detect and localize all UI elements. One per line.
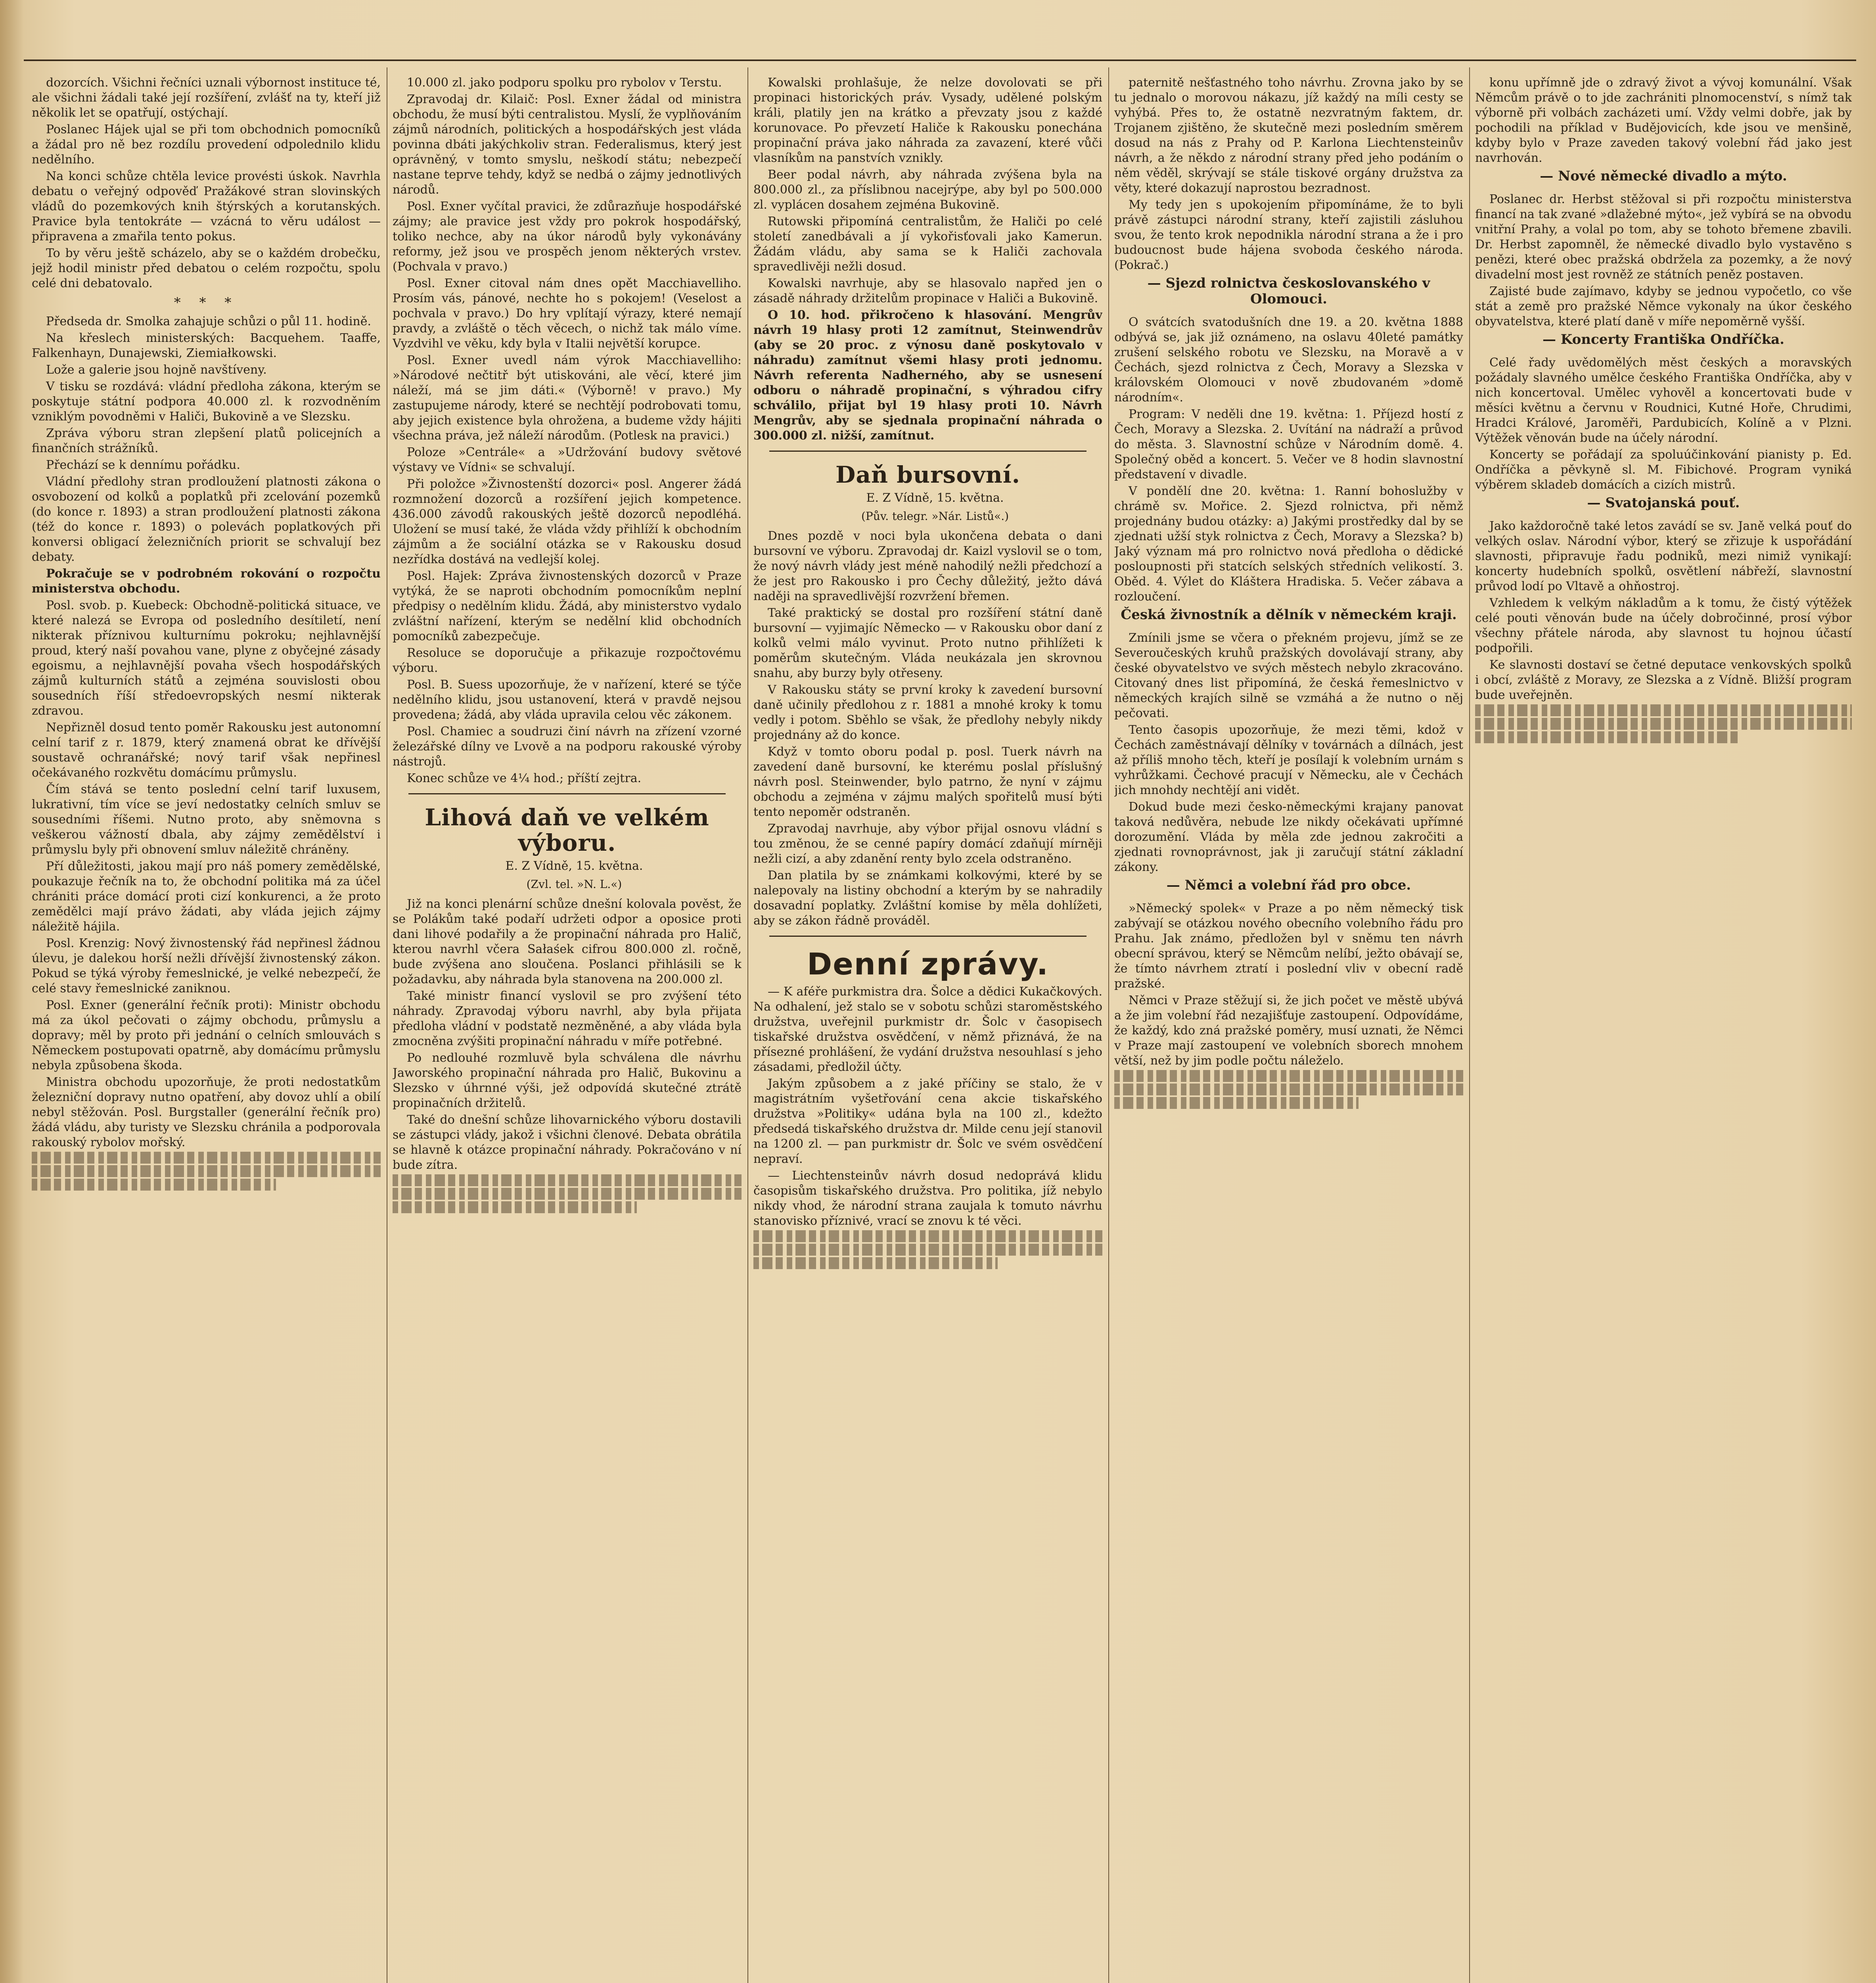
- section-stars: * * *: [174, 295, 239, 311]
- illegible-text-line: [753, 1230, 1102, 1242]
- paragraph: dozorcích. Všichni řečníci uznali výbornost instituce té, ale všichni žádali také její rozšíření, zvlášť na ty, kteří již několik let se opatřují, ostýchají.: [32, 76, 381, 120]
- paragraph: Na konci schůze chtěla levice provésti úskok. Navrhla debatu o veřejný odpověď Pražákové stran slovinských vládů do pozemkových knih štýrských a korutanských. Pravice byla tentokráte — vzácná to věru událost — připravena a zmařila tento pokus.: [32, 169, 381, 244]
- column-3: [753, 75, 1102, 1983]
- paragraph: Rutowski připomíná centralistům, že Haliči po celé století zanedbávali a jí vykořisťovali jako Kamerun. Žádám vládu, aby sama se k Haliči zachovala spravedlivěji nežli dosud.: [753, 215, 1102, 274]
- paragraph: O 10. hod. přikročeno k hlasování. Mengrův návrh 19 hlasy proti 12 zamítnut, Steinwendrův (aby se 20 proc. z výnosu daně poskytovalo v náhradu) zamítnut všemi hlasy proti jednomu. Návrh referenta Nadherného, aby se usnesení odboru o náhradě propinační, s výhradou cifry schválilo, přijat byl 19 hlasy proti 10. Návrh Mengrův, aby se sjednala propinační náhrada o 300.000 zl. nižší, zamítnut.: [753, 308, 1102, 443]
- section-rule: [769, 936, 1087, 937]
- section-rule: [408, 793, 726, 794]
- paragraph: »Německý spolek« v Praze a po něm německý tisk zabývají se otázkou nového obecního volebního řádu pro Prahu. Jak známo, předložen byl v sněmu ten návrh obecní správou, který se Němcům nelíbí, ježto obávají se, že tímto návrhem ztratí i poslední vliv v obecní radě pražské.: [1114, 901, 1463, 991]
- article-dateline: E. Z Vídně, 15. května.: [505, 859, 643, 873]
- illegible-text-line: [1475, 731, 1739, 743]
- paragraph: Program: V neděli dne 19. května: 1. Příjezd hostí z Čech, Moravy a Slezska. 2. Uvítání na nádraží a průvod do města. 3. Slavnostní schůze v Národním domě. 4. Společný oběd a koncert. 5. Večer ve 8 hodin slavnostní představení v divadle.: [1114, 407, 1463, 481]
- paragraph: Poslanec dr. Herbst stěžoval si při rozpočtu ministerstva financí na tak zvané »dlažebné mýto«, jež vybírá se na obvodu vnitřní Prahy, a volal po tom, aby se tohoto břemene zbavili. Dr. Herbst zapomněl, že německé divadlo bylo vystavěno s penězi, které obec pražská obdržela za pozemky, a že nový divadelní most jest rovněž ze státních peněz postaven.: [1475, 192, 1852, 282]
- illegible-text-line: [393, 1201, 637, 1213]
- illegible-text-line: [1114, 1084, 1463, 1095]
- paragraph: Zajisté bude zajímavo, kdyby se jednou vypočetlo, co vše stát a země pro pražské Němce vykonaly na úkor českého obyvatelstva, které platí daně v míře nepoměrně vyšší.: [1475, 284, 1852, 328]
- article-headline: — Koncerty Františka Ondříčka.: [1542, 332, 1785, 347]
- article-headline: — Němci a volební řád pro obce.: [1166, 877, 1411, 893]
- paragraph: Zpravodaj dr. Kilaič: Posl. Exner žádal od ministra obchodu, že musí býti centralistou. Myslí, že vyplňováním zájmů národních, politických a hospodářských jest vláda povinna dbáti jakýchkoliv stran. Federalismus, který jest oprávněný, v tomto smyslu, neškodí státu; nebezpečí nastane teprve tehdy, když se nedbá o zájmy jednotlivých národů.: [393, 92, 742, 197]
- paragraph: Na křeslech ministerských: Bacquehem. Taaffe, Falkenhayn, Dunajewski, Ziemiałkowski.: [32, 331, 381, 360]
- paragraph: Posl. Exner citoval nám dnes opět Macchiavelliho. Prosím vás, pánové, nechte ho s pokojem! (Veselost a pochvala v pravo.) Do hry vplítají výrazy, které nemají pravdy, a zvláště o těch věcech, o nichž tak málo víme. Vyzdvihl ve věku, kdy byla v Italii největší korupce.: [393, 276, 742, 351]
- paragraph: Posl. Exner (generální řečník proti): Ministr obchodu má za úkol pečovati o zájmy obchodu, průmyslu a dopravy; měl by proto při jednání o celních smlouvách s Německem postupovati opatrně, aby domácímu průmyslu nebyla způsobena škoda.: [32, 998, 381, 1072]
- illegible-text-line: [393, 1188, 742, 1200]
- paragraph: Zpravodaj navrhuje, aby výbor přijal osnovu vládní s tou změnou, že se cenné papíry domácí zdaňují mírněji nežli cizí, a aby zdanění renty bylo zcela odstraněno.: [753, 822, 1102, 866]
- paragraph: 10.000 zl. jako podporu spolku pro rybolov v Terstu.: [407, 76, 722, 90]
- top-rule: [24, 59, 1856, 61]
- illegible-text-line: [753, 1257, 998, 1269]
- article-headline: Daň bursovní.: [835, 461, 1020, 488]
- page-fold-shadow: [0, 0, 24, 1983]
- paragraph: V pondělí dne 20. května: 1. Ranní bohoslužby v chrámě sv. Mořice. 2. Sjezd rolnictva, při němž projednány budou otázky: a) Jakými prostředky dal by se zjednati užší styk rolnictva z Čech, Moravy a Slezska? b) Jaký význam má pro rolnictvo nová předloha o dědické posloupnosti při statcích selských středních velikostí. 3. Oběd. 4. Výlet do Kláštera Hradiska. 5. Večer zábava a rozloučení.: [1114, 484, 1463, 604]
- paragraph: Jako každoročně také letos zavádí se sv. Janě velká pouť do velkých oslav. Národní výbor, který se zřizuje k uspořádání slavnosti, připravuje řadu podniků, mezi nimiž vynikají: koncerty hudebních spolků, osvětlení nábřeží, slavnostní průvod lodí po Vltavě a ohňostroj.: [1475, 519, 1852, 593]
- paragraph: Ministra obchodu upozorňuje, že proti nedostatkům železniční dopravy nutno opatření, aby dovoz uhlí a obilí nebyl stěžován. Posl. Burgstaller (generální řečník pro) žádá vládu, aby turisty ve Slezsku chránila a podporovala rakouský rybolov mořský.: [32, 1075, 381, 1149]
- section-rule: [769, 451, 1087, 452]
- column-1: [32, 75, 381, 1983]
- paragraph: Také ministr financí vyslovil se pro zvýšení této náhrady. Zpravodaj výboru navrhl, aby byla přijata předloha vládní v podstatě nezměněné, a aby vláda byla zmocněna zvýšiti propinační náhradu v míře potřebné.: [393, 989, 742, 1048]
- paragraph: Konec schůze ve 4¼ hod.; příští zejtra.: [407, 771, 642, 785]
- column-rule: [1469, 67, 1470, 1983]
- column-2: [393, 75, 742, 1983]
- paragraph: Dokud bude mezi česko-německými krajany panovat taková nedůvěra, nebude lze nikdy očekávati upřímné dorozumění. Vláda by měla zde jednou zakročiti a zjednati rovnoprávnost, jak ji zaručují státní základní zákony.: [1114, 800, 1463, 874]
- paragraph: O svátcích svatodušních dne 19. a 20. května 1888 odbývá se, jak již oznámeno, na oslavu 40leté památky zrušení selského robotu ve Slezsku, na Moravě a v Čechách, sjezd rolnictva z Čech, Moravy a Slezska v královském Olomouci v nově zbudovaném »domě národním«.: [1114, 315, 1463, 405]
- paragraph: Posl. svob. p. Kuebeck: Obchodně-politická situace, ve které nalezá se Evropa od posledního desítiletí, není nikterak příznivou kulturnímu pokroku; nejhlavnější proud, který naší povahou vane, plyne z obyčejné zásady egoismu, a nejhlavnější povaha všech hospodářských zájmů kulturních států a zejména souvislosti obou sousedních říší středoevropských nesmí nikterak zdravou.: [32, 598, 381, 718]
- article-dateline: E. Z Vídně, 15. května.: [866, 491, 1004, 505]
- paragraph: V Rakousku státy se první kroky k zavedení bursovní daně učinily předlohou z r. 1881 a mnohé kroky k tomu vedly i potom. Sběhlo se však, že předlohy nebyly nikdy projednány až do konce.: [753, 683, 1102, 742]
- paragraph: Předseda dr. Smolka zahajuje schůzi o půl 11. hodině.: [46, 315, 372, 328]
- paragraph: — K aféře purkmistra dra. Šolce a dědici Kukačkových. Na odhalení, jež stalo se v sobotu schůzi staroměstského družstva, uveřejnil purkmistr dr. Šolc v časopisech tiskařské družstva osvědčení, v němž přiznává, že na přísezné prohlášení, že vydání družstva nesouhlasí s jeho zásadami, předložil účty.: [753, 985, 1102, 1074]
- section-headline: Denní zprávy.: [807, 946, 1049, 982]
- paragraph: Posl. Krenzig: Nový živnostenský řád nepřinesl žádnou úlevu, je dalekou horší nežli dřívější živnostenský zákon. Pokud se týká výroby řemeslnické, je velké nebezpečí, že celé stavy řemeslnické zaniknou.: [32, 936, 381, 995]
- illegible-text-line: [393, 1174, 742, 1186]
- paragraph: Kowalski prohlašuje, že nelze dovolovati se při propinaci historických práv. Vysady, udělené polským králi, platily jen na krátko a převzaty jsou z každé korunovace. Po převzetí Haliče k Rakousku ponechána propinační práva jako náhrada za zavazení, které vůči vlasníkům na panstvích vznikly.: [753, 76, 1102, 165]
- paragraph: Posl. B. Suess upozorňuje, že v nařízení, které se týče nedělního klidu, jsou ustanovení, která v pravdě nejsou provedena; žádá, aby vláda upravila celou věc zákonem.: [393, 678, 742, 722]
- paragraph: Poloze »Centrále« a »Udržování budovy světové výstavy ve Vídni« se schvalují.: [393, 445, 742, 474]
- paragraph: Při položce »Živnostenští dozorci« posl. Angerer žádá rozmnožení dozorců a rozšíření jejich kompetence. 436.000 závodů rakouských ještě dozorců nepodléhá. Uložení se musí také, že vláda vždy přihlíží k obchodním zájmům a že sociální otázka se v Rakousku dosud nezřídka dostává na vedlejší kolej.: [393, 477, 742, 566]
- paragraph: Vládní předlohy stran prodloužení platnosti zákona o osvobození od kolků a poplatků při zcelování pozemků (do konce r. 1893) a stran prodloužení platnosti zákona (též do konce r. 1893) o polevách poplatkových při konversi obligací železničních priorit se schvalují bez debaty.: [32, 475, 381, 564]
- illegible-text-line: [753, 1244, 1102, 1256]
- paragraph: Již na konci plenární schůze dnešní kolovala pověst, že se Polákům také podaří udržeti odpor a oposice proti dani lihové podařily a že propinační náhrada pro Halič, kterou navrhl včera Sałaśek cifrou 800.000 zl. ročně, bude zvýšena ano sloučena. Poslanci přihlásili se k požadavku, aby náhrada byla stanovena na 200.000 zl.: [393, 897, 742, 986]
- paragraph: Poslanec Hájek ujal se při tom obchodnich pomocníků a žádal pro ně bez rozdílu provedení odpolednilo klidu nedělního.: [32, 123, 381, 167]
- paragraph: — Liechtensteinův návrh dosud nedoprává klidu časopisům tiskařského družstva. Pro politika, jíž nebylo nikdy vhod, že národní strana zaujala k tomuto návrhu stanovisko příznivé, vrací se znovu k té věci.: [753, 1169, 1102, 1228]
- paragraph: Posl. Exner uvedl nám výrok Macchiavelliho: »Národové nečtitř být utiskováni, ale věcí, které jim náleží, má se jim dáti.« (Výborně! v pravo.) My zastupujeme národy, které se nechtějí podrobovati tomu, aby jejich existence byla ohrožena, a budeme vždy hájiti všechna práva, jež náleží národům. (Potlesk na pravici.): [393, 353, 742, 443]
- paragraph: Také praktický se dostal pro rozšíření státní daně bursovní — vyjimajíc Německo — v Rakousku obor daní z kolků velmi málo vyvinut. Proto nutno přihlížeti k poměrům skutečným. Vláda neukázala jen skrovnou snahu, aby burzy byly otřeseny.: [753, 606, 1102, 680]
- paragraph: Dnes pozdě v noci byla ukončena debata o dani bursovní ve výboru. Zpravodaj dr. Kaizl vyslovil se o tom, že nový návrh vlády jest méně nahodilý nežli předchozí a že jest pro Rakousko i pro Čechy důležitý, ježto dává naději na spravedlivější rozvržení břemen.: [753, 529, 1102, 603]
- paragraph: Pokračuje se v podrobném rokování o rozpočtu ministerstva obchodu.: [32, 567, 381, 596]
- article-headline: Lihová daň ve velkém výboru.: [425, 804, 709, 856]
- paragraph: konu upřímně jde o zdravý život a vývoj komunální. Však Němcům právě o to jde zachrániti plnomocenství, s nímž tak výborně při volbách zacházeti umí. Vždy velmi dobře, jak by pochodili na příklad v Budějovicích, kde jsou ve menšině, kdyby bylo v Praze zaveden takový volební řád jako jest navrhován.: [1475, 76, 1852, 165]
- paragraph: Dan platila by se známkami kolkovými, které by se nalepovaly na listiny obchodní a kterým by se nahradily dosavadní poplatky. Zvláštní komise by měla dohlížeti, aby se zákon řádně prováděl.: [753, 869, 1102, 928]
- article-headline: — Nové německé divadlo a mýto.: [1540, 168, 1787, 184]
- paragraph: Čím stává se tento poslední celní tarif luxusem, lukrativní, tím více se jeví nedostatky celních smluv se sousedními říšemi. Nutno proto, aby sněmovna s veškerou vážností dbala, aby zájmy zemědělství i průmyslu byly při obnovení smluv náležitě chráněny.: [32, 782, 381, 857]
- paragraph: Přechází se k dennímu pořádku.: [46, 458, 240, 472]
- paragraph: Ke slavnosti dostaví se četné deputace venkovských spolků i obcí, zvláště z Moravy, ze Slezska a z Vídně. Bližší program bude uveřejněn.: [1475, 658, 1852, 702]
- paragraph: Posl. Exner vyčítal pravici, že zdůrazňuje hospodářské zájmy; ale pravice jest vždy pro pokrok hospodářský, toliko nechce, aby na úkor národů byly vykonávány reformy, jež jsou ve prospěch jenom některých vrstev. (Pochvala v pravo.): [393, 199, 742, 274]
- paragraph: Posl. Chamiec a soudruzi činí návrh na zřízení vzorné železářské dílny ve Lvově a na podporu rakouské výroby nástrojů.: [393, 725, 742, 769]
- paragraph: My tedy jen s upokojením připomínáme, že to byli právě zástupci národní strany, kteří zajistili zásluhou svou, že tento krok nepodnikla národní strana a že i pro budoucnost bude hájena svoboda českého národa. (Pokrač.): [1114, 198, 1463, 272]
- paragraph: Němci v Praze stěžují si, že jich počet ve městě ubývá a že jim volební řád nezajišťuje zastoupení. Odpovídáme, že každý, kdo zná pražské poměry, musí uznati, že Němci v Praze mají zastoupení ve volebních sborech mnohem větší, než by jim podle počtu náleželo.: [1114, 993, 1463, 1068]
- illegible-text-line: [1114, 1070, 1463, 1082]
- article-source: (Zvl. tel. »N. L.«): [526, 878, 622, 891]
- illegible-text-line: [1114, 1097, 1359, 1109]
- paragraph: Lože a galerie jsou hojně navštíveny.: [46, 363, 267, 377]
- article-source: (Pův. telegr. »Nár. Listů«.): [861, 510, 1009, 523]
- paragraph: Koncerty se pořádají za spoluúčinkování pianisty p. Ed. Ondříčka a pěvkyně sl. M. Fibichové. Program vyniká výběrem skladeb domácích a cizích mistrů.: [1475, 448, 1852, 492]
- paragraph: V tisku se rozdává: vládní předloha zákona, kterým se poskytuje státní podpora 40.000 zl. k rozvodněním vzniklým povodněmi v Haliči, Bukovině a ve Slezsku.: [32, 380, 381, 424]
- paragraph: Beer podal návrh, aby náhrada zvýšena byla na 800.000 zl., za příslibnou nacejrýpe, aby byl po 500.000 zl. vyplácen dosahem zejména Bukovině.: [753, 168, 1102, 212]
- illegible-text-line: [32, 1179, 276, 1191]
- paragraph: Zpráva výboru stran zlepšení platů policejních a finančních strážníků.: [32, 426, 381, 455]
- column-5: [1475, 75, 1852, 1983]
- paragraph: To by věru ještě scházelo, aby se o každém drobečku, jejž hodil ministr před debatou o celém rozpočtu, spolu celé dni debatovalo.: [32, 246, 381, 290]
- column-rule: [1108, 67, 1109, 1983]
- paragraph: Celé řady uvědomělých měst českých a moravských požádaly slavného umělce českého Františka Ondříčka, aby v nich koncertoval. Umělec vyhověl a koncertovati bude v měsíci květnu a červnu v Roudnici, Kutné Hoře, Chrudimi, Hradci Králové, Jaroměři, Pardubicích, Kolíně a v Plzni. Výtěžek věnován bude na účely národní.: [1475, 356, 1852, 445]
- paragraph: Posl. Hajek: Zpráva živnostenských dozorců v Praze vytýká, že se naproti obchodním pomocníkům neplní předpisy o nedělním klidu. Žádá, aby ministerstvo vydalo zvláštní nařízení, kterým se nedělní klid obchodních pomocníků zabezpečuje.: [393, 569, 742, 643]
- paragraph: Jakým způsobem a z jaké příčiny se stalo, že v magistrátním vyšetřování cena akcie tiskařského družstva »Politiky« udána byla na 100 zl., kdežto předsedá tiskařského družstva dr. Milde cenu její stanovil na 1200 zl. — pan purkmistr dr. Šolc ve svém osvědčení nepraví.: [753, 1077, 1102, 1166]
- column-4: [1114, 75, 1463, 1983]
- column-rule: [747, 67, 748, 1983]
- paragraph: Když v tomto oboru podal p. posl. Tuerk návrh na zavedení daně bursovní, ke kterému poslal příslušný návrh posl. Steinwender, bylo patrno, že nyní v zájmu obchodu a zejména v zájmu malých spořitelů musí býti tento nepoměr odstraněn.: [753, 745, 1102, 819]
- paragraph: paternitě nešťastného toho návrhu. Zrovna jako by se tu jednalo o morovou nákazu, jíž každý na míli cesty se vyhýbá. Přes to, že ostatně nezvratným faktem, dr. Trojanem zjištěno, že skutečně mezi posledním směrem dosud na nás z Prahy od P. Karlona Liechtensteinův návrh, a že někdo z národní strany před jeho podáním o něm věděl, skrývají se stále tiskové orgány družstva za věty, které dokazují naprostou bezradnost.: [1114, 76, 1463, 195]
- article-headline: — Svatojanská pouť.: [1587, 495, 1740, 511]
- article-headline: Česká živnostník a dělník v německém kraji.: [1121, 607, 1457, 623]
- paragraph: Po nedlouhé rozmluvě byla schválena dle návrhu Jaworského propinační náhrada pro Halič, Bukovinu a Slezsko v úhrnné výši, jež odpovídá skutečné ztrátě propinačních držitelů.: [393, 1051, 742, 1110]
- paragraph: Kowalski navrhuje, aby se hlasovalo napřed jen o zásadě náhrady držitelům propinace v Haliči a Bukovině.: [753, 276, 1102, 305]
- illegible-text-line: [1475, 704, 1852, 716]
- article-headline: — Sjezd rolnictva českoslovanského v Olomouci.: [1147, 275, 1430, 307]
- illegible-text-line: [1475, 718, 1852, 730]
- illegible-text-line: [32, 1165, 381, 1177]
- paragraph: Tento časopis upozorňuje, že mezi těmi, kdož v Čechách zaměstnávají dělníky v továrnách a dílnách, jest až příliš mnoho těch, kteří je posílají k volebním urnám s vyhrůžkami. Čechové pracují v Německu, ale v Čechách jich mnohdy nechtějí ani vidět.: [1114, 723, 1463, 797]
- paragraph: Také do dnešní schůze lihovarnického výboru dostavili se zástupci vlády, jakož i všichni členové. Debata obrátila se hlavně k otázce propinační náhrady. Pokračováno v ní bude zítra.: [393, 1113, 742, 1172]
- paragraph: Pří důležitosti, jakou mají pro náš pomery zemědělské, poukazuje řečník na to, že obchodní politika má za účel chrániti práce domácí proti cizí konkurenci, a že proto zemědělci mají právo žádati, aby vláda jejich zájmy náležitě hájila.: [32, 859, 381, 934]
- paragraph: Resoluce se doporučuje a přikazuje rozpočtovému výboru.: [393, 646, 742, 675]
- paragraph: Vzhledem k velkým nákladům a k tomu, že čistý výtěžek celé pouti věnován bude na účely dobročinné, prosí výbor všechny přátele národa, aby slavnost tu hojnou účastí podpořili.: [1475, 596, 1852, 655]
- illegible-text-line: [32, 1152, 381, 1164]
- paragraph: Nepřizněl dosud tento poměr Rakousku jest autonomní celní tarif z r. 1879, který znamená obrat ke dřívější soustavě ochranářské; nový tarif však nepřinesl očekávaného rozkvětu domácímu průmyslu.: [32, 721, 381, 780]
- paragraph: Zmínili jsme se včera o překném projevu, jímž se ze Severoučeských kruhů pražských dovolávají strany, aby české obyvatelstvo ve svých městech nebylo zkracováno. Citovaný dnes list připomíná, že česká řemeslnictvo v německých krajích silně se vzmáhá a že nutno o něj pečovati.: [1114, 631, 1463, 720]
